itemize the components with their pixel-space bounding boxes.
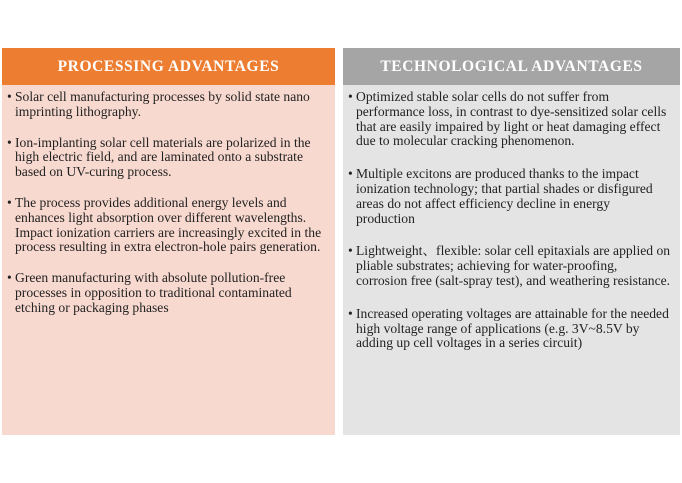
processing-advantages-header — [2, 48, 335, 85]
processing-item-text: Green manufacturing with absolute pollution-free processes in opposition to traditional contaminated etching or packaging phases — [15, 270, 292, 315]
technological-advantages-panel — [343, 48, 680, 435]
technological-item-4 — [348, 307, 672, 351]
bullet-marker: • — [348, 305, 353, 321]
processing-item-2 — [7, 136, 327, 180]
technological-item-text: Increased operating voltages are attainable for the needed high voltage range of applications (e.g. 3V~8.5V by adding up cell voltages in a series circuit) — [356, 305, 669, 351]
processing-item-3 — [7, 196, 327, 255]
processing-advantages-panel — [2, 48, 335, 435]
bullet-marker: • — [7, 134, 12, 150]
technological-item-3 — [348, 244, 672, 288]
processing-advantages-list — [2, 85, 335, 435]
technological-item-1 — [348, 90, 672, 149]
processing-advantages-title: PROCESSING ADVANTAGES — [57, 57, 280, 75]
bullet-marker: • — [7, 89, 12, 104]
technological-item-text: Lightweight、flexible: solar cell epitaxials are applied on pliable substrates; achieving for water-proofing, corrosion free (salt-spray test), and weathering resistance. — [356, 243, 671, 288]
processing-item-1 — [7, 90, 327, 120]
processing-item-text: The process provides additional energy levels and enhances light absorption over different wavelengths. Impact ionization carriers are increasingly excited in the process resulting in extra electron-hole pairs generation. — [15, 194, 322, 255]
technological-advantages-title: TECHNOLOGICAL ADVANTAGES — [380, 57, 643, 75]
technological-item-text: Multiple excitons are produced thanks to the impact ionization technology; that partial shades or disfigured areas do not affect efficiency decline in energy production — [356, 166, 653, 226]
processing-item-text: Ion-implanting solar cell materials are polarized in the high electric field, and are laminated onto a substrate based on UV-curing process. — [15, 134, 311, 180]
bullet-marker: • — [7, 270, 12, 286]
processing-item-4 — [7, 271, 327, 315]
bullet-marker: • — [348, 243, 353, 259]
technological-item-2 — [348, 167, 672, 226]
bullet-marker: • — [348, 89, 353, 104]
bullet-marker: • — [7, 194, 12, 210]
bullet-marker: • — [348, 166, 353, 182]
technological-advantages-header — [343, 48, 680, 85]
technological-advantages-list — [343, 85, 680, 435]
technological-item-text: Optimized stable solar cells do not suffer from performance loss, in contrast to dye-sensitized solar cells that are easily impaired by light or heat damaging effect due to molecular cracking phenomenon. — [356, 89, 667, 149]
processing-item-text: Solar cell manufacturing processes by solid state nano imprinting lithography. — [15, 89, 310, 119]
